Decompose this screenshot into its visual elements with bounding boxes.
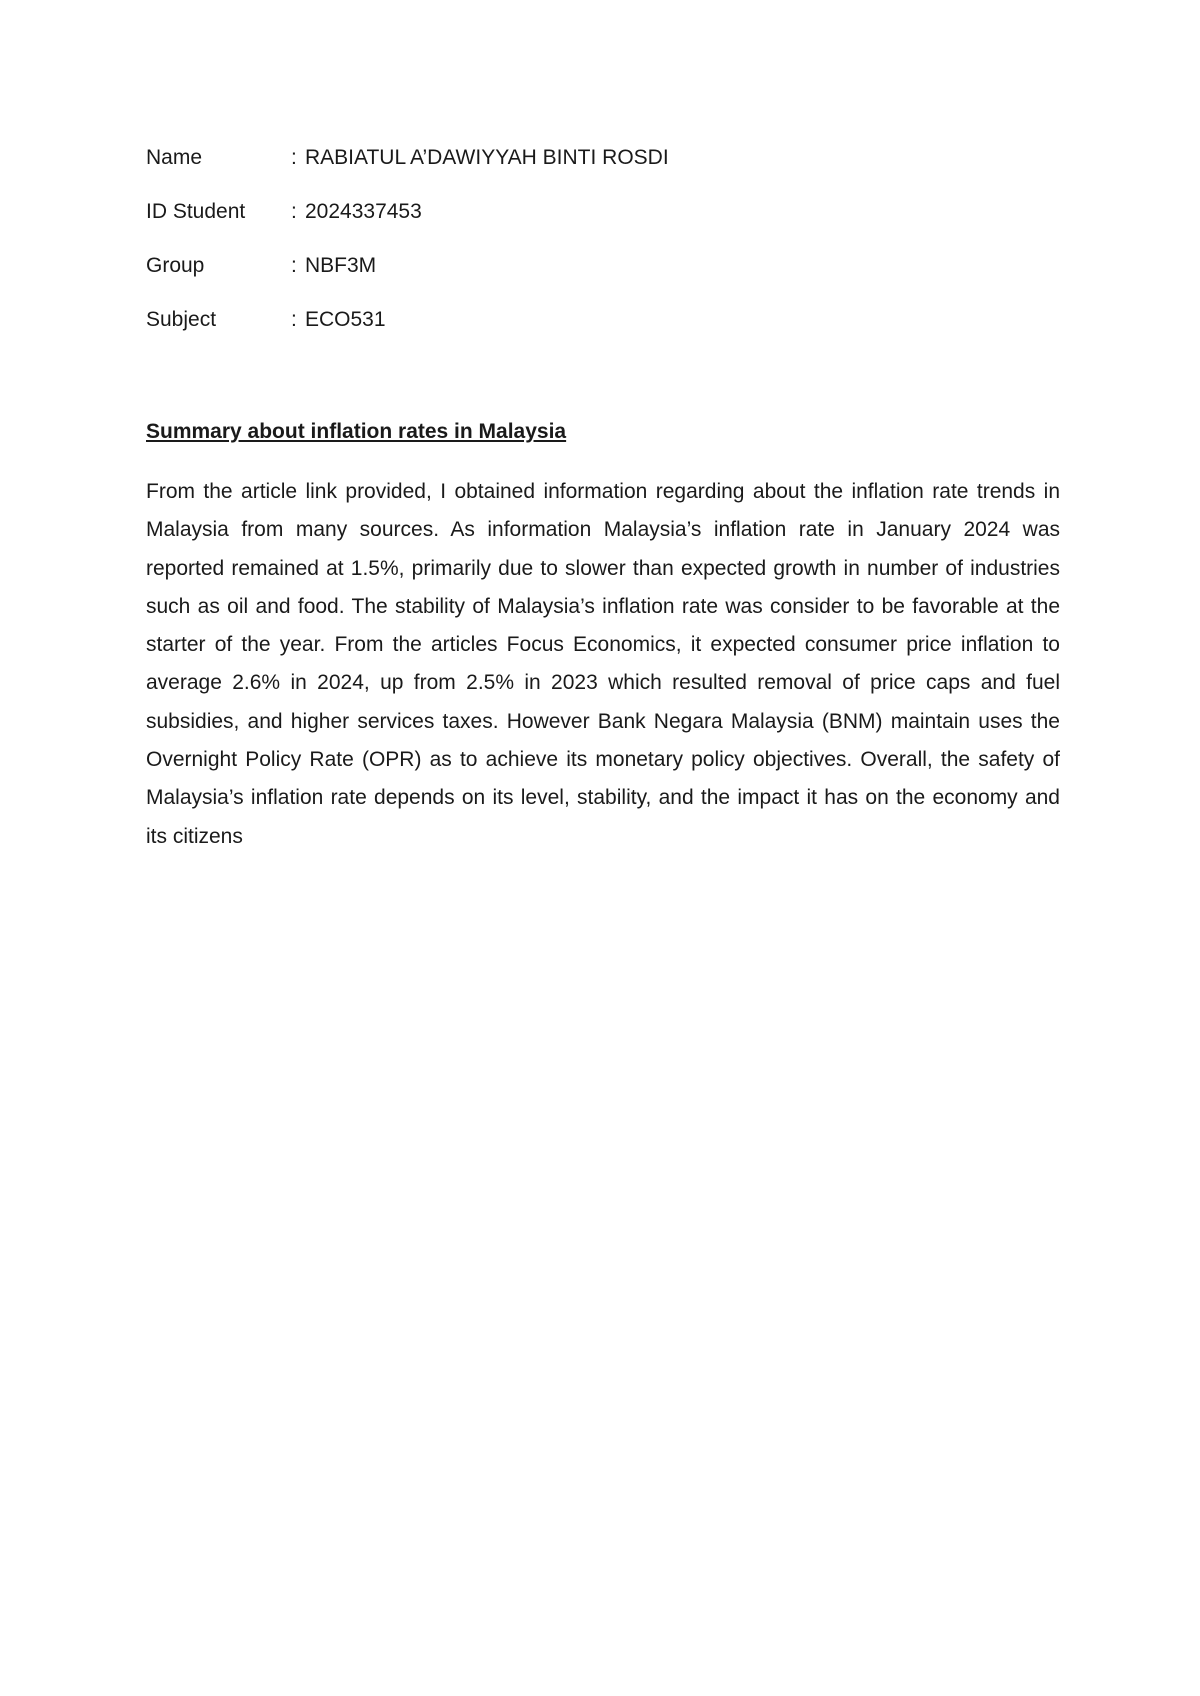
info-value: RABIATUL A’DAWIYYAH BINTI ROSDI — [305, 146, 669, 169]
info-value: ECO531 — [305, 308, 386, 331]
info-row-id-student — [146, 199, 1046, 253]
info-label: Subject — [146, 308, 217, 331]
info-label: Name — [146, 146, 203, 169]
info-separator: : — [291, 146, 297, 169]
info-label: ID Student — [146, 200, 246, 223]
student-info-block — [146, 145, 1046, 361]
summary-paragraph: From the article link provided, I obtained information regarding about the inflation rate trends in Malaysia from many sources. As information Malaysia’s inflation rate in January 2024 was reported remained at 1.5%, primarily due to slower than expected growth in number of industries such as oil and food. The stability of Malaysia’s inflation rate was consider to be favorable at the starter of the year. From the articles Focus Economics, it expected consumer price inflation to average 2.6% in 2024, up from 2.5% in 2023 which resulted removal of price caps and fuel subsidies, and higher services taxes. However Bank Negara Malaysia (BNM) maintain uses the Overnight Policy Rate (OPR) as to achieve its monetary policy objectives. Overall, the safety of Malaysia’s inflation rate depends on its level, stability, and the impact it has on the economy and its citizens — [146, 480, 1060, 848]
info-separator: : — [291, 254, 297, 277]
info-value: 2024337453 — [305, 200, 422, 223]
info-row-group — [146, 253, 1046, 307]
summary-heading: Summary about inflation rates in Malaysia — [146, 420, 567, 443]
info-row-name — [146, 145, 1046, 199]
info-value: NBF3M — [305, 254, 377, 277]
info-row-subject — [146, 307, 1046, 361]
info-separator: : — [291, 308, 297, 331]
info-separator: : — [291, 200, 297, 223]
info-label: Group — [146, 254, 205, 277]
